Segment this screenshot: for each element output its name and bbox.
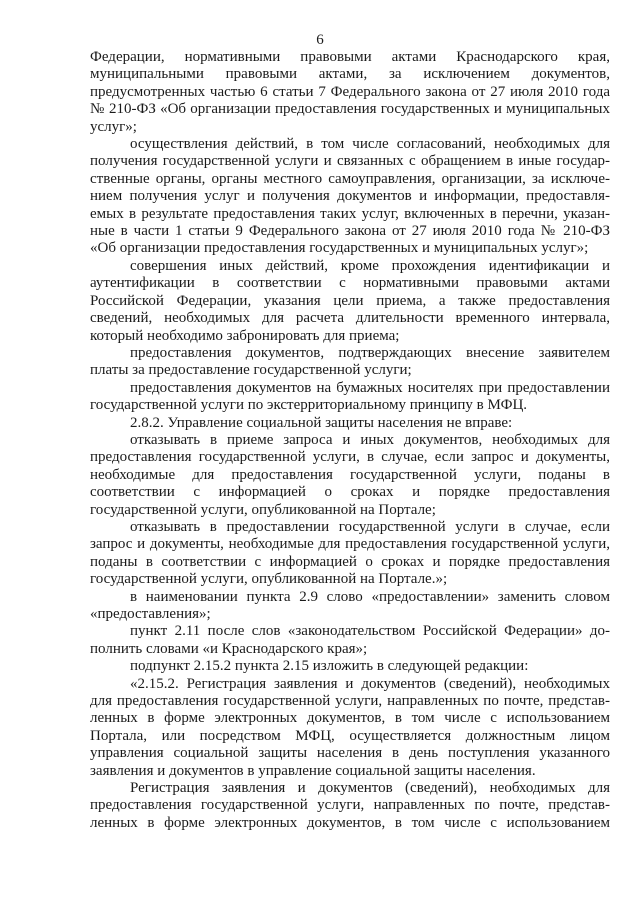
text-line: предоставления документов на бумажных носителях при предоставлении: [130, 379, 610, 396]
text-line: ные в части 1 статьи 9 Федерального закона от 27 июля 2010 года № 210-ФЗ: [90, 223, 610, 240]
text-line: платы за предоставление государственной услуги;: [90, 362, 412, 379]
text-line: подпункт 2.15.2 пункта 2.15 изложить в следующей редакции:: [130, 658, 529, 675]
text-line: пункт 2.11 после слов «законодательством Российской Федерации» до-: [130, 623, 610, 640]
text-line: предоставления государственной услуги, в случае, если запрос и документы,: [90, 449, 610, 466]
text-line: Регистрация заявления и документов (сведений), необходимых для: [130, 780, 610, 797]
text-line: осуществления действий, в том числе согласований, необходимых для: [130, 136, 610, 153]
text-line: управления социальной защиты населения в день поступления указанного: [90, 745, 610, 762]
document-body: [90, 49, 610, 832]
text-line: услуг»;: [90, 118, 137, 135]
text-line: в наименовании пункта 2.9 слово «предоставлении» заменить словом: [130, 588, 610, 605]
text-line: полнить словами «и Краснодарского края»;: [90, 640, 368, 657]
text-line: государственной услуги, опубликованной на Портале;: [90, 501, 436, 518]
text-line: предоставления государственной услуги, направленных по почте, представ-: [90, 797, 610, 814]
text-line: заявления и документов в управление социальной защиты населения.: [90, 762, 536, 779]
text-line: соответствии с информацией о сроках и порядке предоставления: [90, 484, 610, 501]
text-line: сведений, необходимых для расчета длительности временного интервала,: [90, 310, 610, 327]
text-line: нием получения услуг и получения документов и информации, предоставля-: [90, 188, 610, 205]
text-line: 2.8.2. Управление социальной защиты населения не вправе:: [130, 414, 513, 431]
text-line: Российской Федерации, указания цели приема, а также предоставления: [90, 292, 610, 309]
text-line: который необходимо забронировать для приема;: [90, 327, 400, 344]
text-line: емых в результате предоставления таких услуг, включенных в перечни, указан-: [90, 205, 610, 222]
text-line: необходимые для предоставления государственной услуги, поданы в: [90, 466, 610, 483]
text-line: Федерации, нормативными правовыми актами Краснодарского края,: [90, 49, 610, 65]
text-line: «2.15.2. Регистрация заявления и документов (сведений), необходимых: [130, 675, 610, 692]
text-line: ленных в форме электронных документов, в том числе с использованием: [90, 710, 610, 727]
text-line: ленных в форме электронных документов, в том числе с использованием: [90, 814, 610, 831]
text-line: государственной услуги по экстерриториальному принципу в МФЦ.: [90, 397, 528, 414]
text-line: получения государственной услуги и связанных с обращением в иные государ-: [90, 153, 610, 170]
text-line: совершения иных действий, кроме прохождения идентификации и: [130, 257, 610, 274]
text-line: муниципальными правовыми актами, за исключением документов,: [90, 66, 610, 83]
text-line: № 210-ФЗ «Об организации предоставления государственных и муниципальных: [90, 101, 610, 118]
text-line: Портала, или посредством МФЦ, осуществляется должностным лицом: [90, 727, 610, 744]
text-line: предоставления документов, подтверждающих внесение заявителем: [130, 344, 610, 361]
text-line: «Об организации предоставления государственных и муниципальных услуг»;: [90, 240, 589, 257]
page-number: 6: [316, 32, 324, 48]
text-line: «предоставления»;: [90, 606, 211, 622]
text-line: запрос и документы, необходимые для предоставления государственной услуги,: [90, 536, 610, 553]
text-line: поданы в соответствии с информацией о сроках и порядке предоставления: [90, 553, 610, 570]
text-line: отказывать в приеме запроса и иных документов, необходимых для: [130, 431, 610, 448]
text-line: ственные органы, органы местного самоуправления, организации, за исключе-: [90, 170, 610, 187]
text-line: предусмотренных частью 6 статьи 7 Федерального закона от 27 июля 2010 года: [90, 83, 610, 100]
text-line: для предоставления государственной услуги, направленных по почте, представ-: [90, 693, 610, 710]
text-line: аутентификации в соответствии с нормативными правовыми актами: [90, 275, 610, 292]
text-line: отказывать в предоставлении государственной услуги в случае, если: [130, 518, 610, 535]
text-line: государственной услуги, опубликованной на Портале.»;: [90, 571, 448, 588]
